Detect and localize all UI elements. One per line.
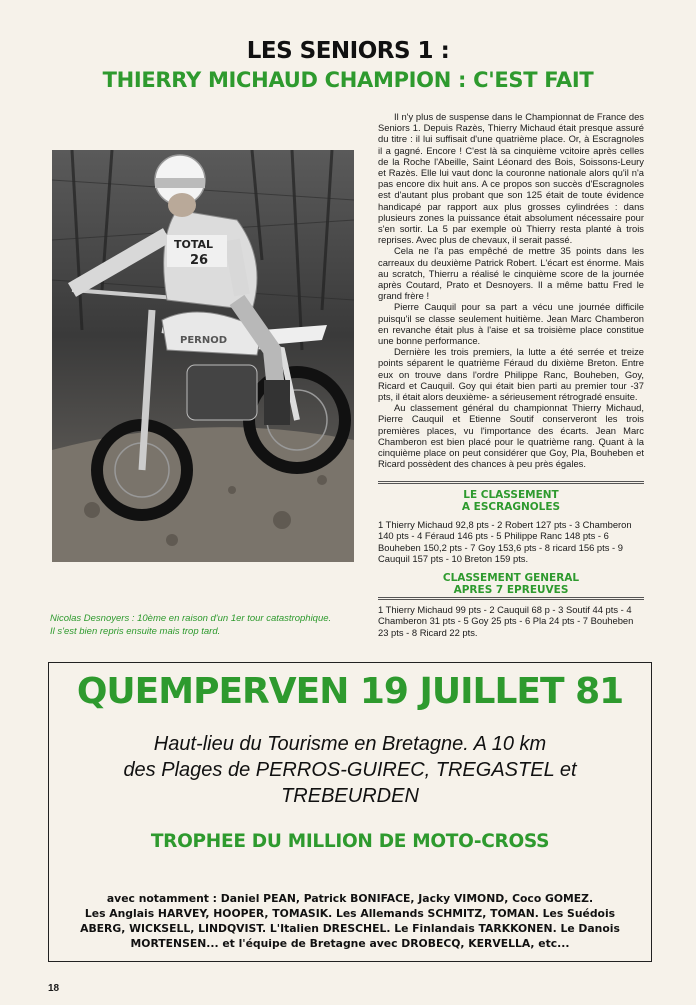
article-body [378,111,644,470]
photo-caption [50,612,360,638]
article-paragraph: Au classement général du championnat Thierry Michaud, Pierre Cauquil et Etienne Soutif conserveront les trois premières places, vu l'importance des écarts. Jean Marc Chamberon est bien placé pour le quatrième rang. Quant à la cinquième place on peut considérer que Goy, Pla, Bouheben et Ricard possèdent des chances à peu près égales. [378,402,644,470]
page-number: 18 [48,983,60,994]
bib-number: 26 [190,253,209,268]
ad-trophy-title: TROPHEE DU MILLION DE MOTO-CROSS [150,831,550,852]
caption-line: Nicolas Desnoyers : 10ème en raison d'un 1er tour catastrophique. [50,613,332,624]
title-line: CLASSEMENT GENERAL [442,572,580,584]
ad-riders-line: MORTENSEN... et l'équipe de Bretagne avec DROBECQ, KERVELLA, etc... [130,937,570,950]
advertisement-box [48,662,652,962]
classement-escragnoles-text: 1 Thierry Michaud 92,8 pts - 2 Robert 127 pts - 3 Chamberon 140 pts - 4 Féraud 146 pts - 5 Philippe Ranc 148 pts - 6 Bouheben 150,2 pts - 7 Goy 153,6 pts - 8 ricard 156 pts - 9 Cauquil 157 pts - 10 Breton 159 pts. [378,519,632,565]
section-divider [378,597,644,600]
title-line: LE CLASSEMENT [463,489,559,501]
ad-tourism-text [49,731,651,809]
ad-tourism-line: TREBEURDEN [281,785,419,807]
section-divider [378,481,644,484]
page-subtitle: THIERRY MICHAUD CHAMPION : C'EST FAIT [102,68,594,92]
article-paragraph: Dernière les trois premiers, la lutte a été serrée et treize points séparent le quatrième Féraud du dixième Breton. Entre eux on trouve dans l'ordre Philippe Ranc, Bouheben, Goy, Ricard et Cauquil. Goy qui était bien parti au premier tour -37 pts, il était alors deuxième- a sérieusement rétrogradé ensuite. [378,346,644,403]
ad-riders-list [49,891,651,951]
caption-line: Il s'est bien repris ensuite mais trop tard. [50,626,221,637]
rider-photo [52,150,354,562]
article-paragraph: Il n'y plus de suspense dans le Championnat de France des Seniors 1. Depuis Razès, Thierry Michaud était presque assuré du titre : il lui suffisait d'une quatrième place. Or, à Escragnoles il a gagné. Encore ! C'est là sa cinquième vcitoire après celles de la Roche l'Abeille, Saint Léonard des Bois, Soissons-Leury et Razès. Elle lui vaut donc la couronne nationale alors qu'il n'a pas encore dix huit ans. A ce propos son succès d'Escragnoles est d'autant plus probant que son 125 était de toute évidence handicapé par rapport aux plus grosses cylindrées : dans plusieurs zones la puissance était absolument nécessaire pour s'en sortir. La 5 par exemple où Thierry resta planté à trois reprises. Avec plus de chevaux, il serait passé. [378,111,644,246]
article-paragraph: Pierre Cauquil pour sa part a vécu une journée difficile puisqu'il se classe seulement huitième. Jean Marc Chamberon en revanche était plus à l'aise et sa troisième place constitue une bonne performance. [378,301,644,347]
ad-riders-line: avec notamment : Daniel PEAN, Patrick BONIFACE, Jacky VIMOND, Coco GOMEZ. [106,892,594,905]
classement-escragnoles-title [378,489,644,513]
bib-text: TOTAL [174,238,214,251]
ad-tourism-line: des Plages de PERROS-GUIREC, TREGASTEL et [123,759,577,781]
article-paragraph: Cela ne l'a pas empêché de mettre 35 points dans les carreaux du deuxième Patrick Robert. L'écart est énorme. Mais au scratch, Thierru a réalisé le cinquième score de la journée après Coutard, Prato et Desnoyers. Il a même battu Fred le grand frère ! [378,245,644,302]
ad-riders-line: ABERG, WICKSELL, LINDQVIST. L'Italien DRESCHEL. Le Finlandais TARKKONEN. Le Danois [80,922,620,935]
ad-riders-line: Les Anglais HARVEY, HOOPER, TOMASIK. Les Allemands SCHMITZ, TOMAN. Les Suédois [84,907,616,920]
title-line: APRES 7 EPREUVES [453,584,569,596]
classement-general-text: 1 Thierry Michaud 99 pts - 2 Cauquil 68 p - 3 Soutif 44 pts - 4 Chamberon 31 pts - 5 Goy 25 pts - 6 Pla 24 pts - 7 Bouheben 23 pts - 8 Ricard 22 pts. [378,604,634,638]
ad-headline: QUEMPERVEN 19 JUILLET 81 [76,671,624,712]
classement-general-title [378,572,644,596]
ad-tourism-line: Haut-lieu du Tourisme en Bretagne. A 10 km [153,733,547,755]
tank-logo-text: PERNOD [180,335,228,346]
page-title: LES SENIORS 1 : [246,38,450,64]
title-line: A ESCRAGNOLES [461,501,561,513]
